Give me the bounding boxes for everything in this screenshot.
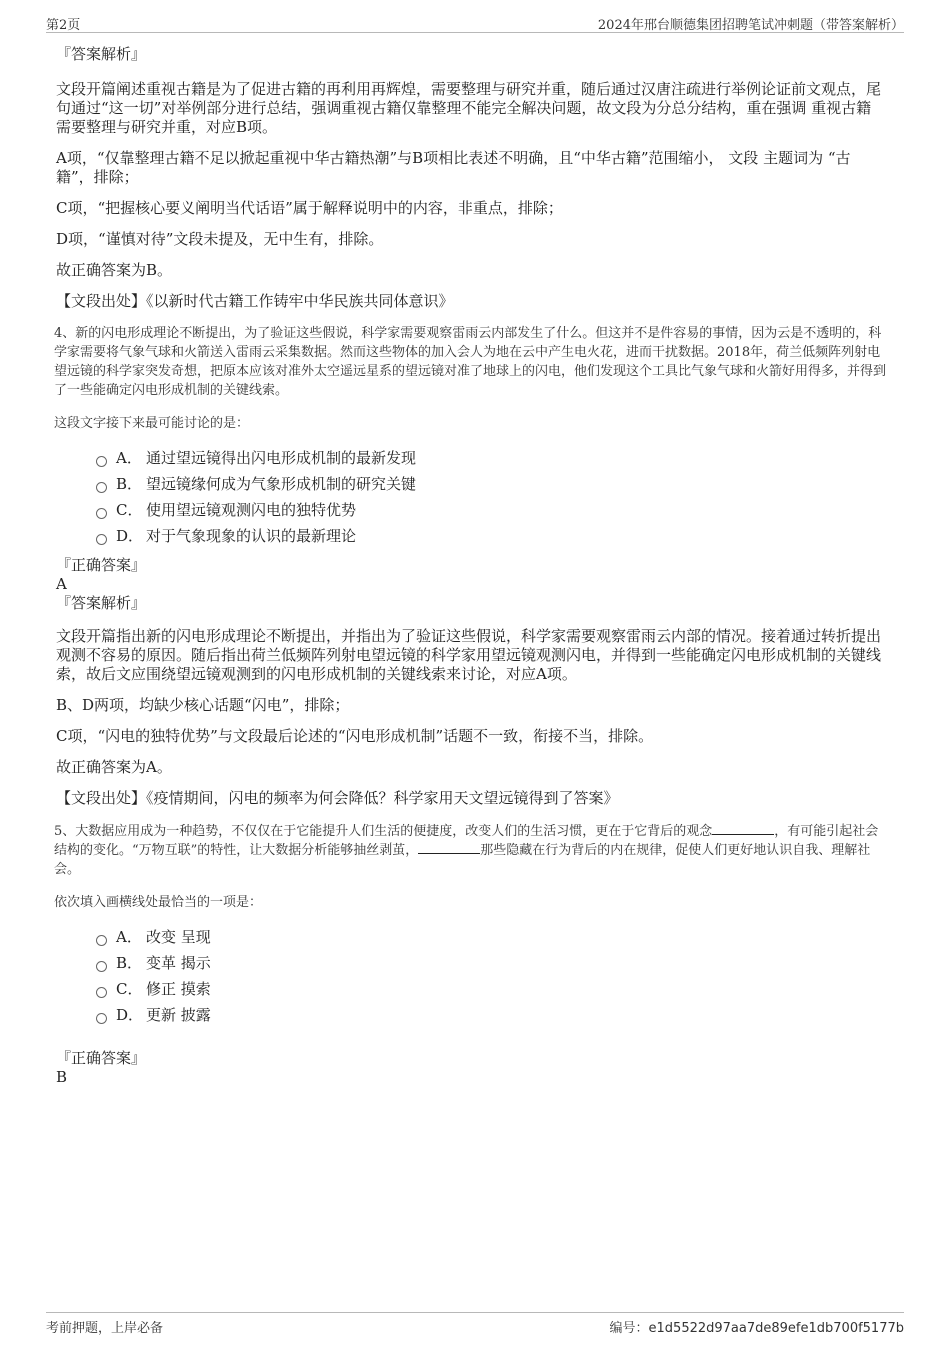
q4-analysis-p4: 故正确答案为A。 — [56, 758, 172, 776]
q4-analysis-p1: 文段开篇指出新的闪电形成理论不断提出，并指出为了验证这些假说，科学家需要观察雷雨云内部的情况。接着通过转折提出观测不容易的原因。随后指出荷兰低频阵列射电望远镜的科学家用望远镜观测闪电，并得到一些能确定闪电形成机制的关键线索，故后文应围绕望远镜观测到的闪电形成机制的关键线索来讨论，对应A项。 — [56, 627, 882, 683]
document-title: 2024年邢台顺德集团招聘笔试冲刺题（带答案解析） — [597, 18, 904, 33]
radio-icon[interactable] — [96, 534, 107, 545]
q4-source: 【文段出处】《疫情期间，闪电的频率为何会降低？科学家用天文望远镜得到了答案》 — [56, 789, 619, 807]
footer-slogan: 考前押题，上岸必备 — [46, 1321, 164, 1336]
q4-answer-label: 『正确答案』 — [56, 556, 147, 574]
q4-options — [96, 445, 886, 549]
q5-option-a[interactable]: A． 改变 呈现 — [96, 924, 886, 950]
q3-analysis-p1: 文段开篇阐述重视古籍是为了促进古籍的再利用再辉煌，需要整理与研究并重，随后通过汉唐注疏进行举例论证前文观点，尾句通过“这一切”对举例部分进行总结，强调重视古籍仅靠整理不能完全解决问题，故文段为分总分结构，重在强调 重视古籍 需要整理与研究并重，对应B项。 — [56, 80, 882, 136]
q3-analysis-label: 『答案解析』 — [56, 45, 147, 63]
q4-option-a[interactable]: A． 通过望远镜得出闪电形成机制的最新发现 — [96, 445, 886, 471]
q4-option-d[interactable]: D． 对于气象现象的认识的最新理论 — [96, 523, 886, 549]
q4-option-c[interactable]: C． 使用望远镜观测闪电的独特优势 — [96, 497, 886, 523]
blank-line — [418, 841, 480, 854]
page-number: 第2页 — [46, 18, 81, 33]
q4-answer: A — [56, 575, 67, 593]
page-header — [46, 12, 904, 33]
q4-analysis-p2: B、D两项，均缺少核心话题“闪电”，排除； — [56, 696, 350, 714]
q5-options — [96, 924, 886, 1028]
q4-option-b[interactable]: B． 望远镜缘何成为气象形成机制的研究关键 — [96, 471, 886, 497]
q3-analysis-p4: D项，“谨慎对待”文段未提及，无中生有，排除。 — [56, 230, 384, 248]
page-footer — [46, 1312, 904, 1335]
q5-option-c[interactable]: C． 修正 摸索 — [96, 976, 886, 1002]
document-serial: 编号：e1d5522d97aa7de89efe1db700f5177b — [609, 1321, 904, 1336]
q5-answer: B — [56, 1068, 68, 1086]
q4-analysis-p3: C项，“闪电的独特优势”与文段最后论述的“闪电形成机制”话题不一致，衔接不当，排除。 — [56, 727, 654, 745]
q4-prompt: 这段文字接下来最可能讨论的是： — [54, 416, 250, 431]
radio-icon[interactable] — [96, 508, 107, 519]
radio-icon[interactable] — [96, 456, 107, 467]
radio-icon[interactable] — [96, 935, 107, 946]
q5-option-d[interactable]: D． 更新 披露 — [96, 1002, 886, 1028]
blank-line — [712, 822, 774, 835]
q4-stem: 4、新的闪电形成理论不断提出，为了验证这些假说，科学家需要观察雷雨云内部发生了什么。但这并不是件容易的事情，因为云是不透明的，科学家需要将气象气球和火箭送入雷雨云采集数据。然而这些物体的加入会人为地在云中产生电火花，进而干扰数据。2018年，荷兰低频阵列射电望远镜的科学家突发奇想，把原本应该对准外太空遥远星系的望远镜对准了地球上的闪电，他们发现这个工具比气象气球和火箭好用得多，并得到了一些能确定闪电形成机制的关键线索。 — [54, 326, 887, 398]
q5-stem: 5、大数据应用成为一种趋势，不仅仅在于它能提升人们生活的便捷度，改变人们的生活习惯，更在于它背后的观念 ，有可能引起社会结构的变化。“万物互联”的特性，让大数据分析能够抽丝剥茧， 那些隐藏在行为背后的内在规律，促使人们更好地认识自我、理解社会。 — [54, 824, 879, 877]
radio-icon[interactable] — [96, 987, 107, 998]
q5-prompt: 依次填入画横线处最恰当的一项是： — [54, 895, 263, 910]
q3-analysis-p5: 故正确答案为B。 — [56, 261, 173, 279]
radio-icon[interactable] — [96, 961, 107, 972]
radio-icon[interactable] — [96, 1013, 107, 1024]
q3-analysis-p2: A项，“仅靠整理古籍不足以掀起重视中华古籍热潮”与B项相比表述不明确，且“中华古籍”范围缩小， 文段 主题词为 “古籍”，排除； — [56, 149, 851, 186]
q4-analysis-label: 『答案解析』 — [56, 594, 147, 612]
q5-option-b[interactable]: B． 变革 揭示 — [96, 950, 886, 976]
q3-source: 【文段出处】《以新时代古籍工作铸牢中华民族共同体意识》 — [56, 292, 454, 310]
radio-icon[interactable] — [96, 482, 107, 493]
q5-answer-label: 『正确答案』 — [56, 1049, 147, 1067]
q3-analysis-p3: C项，“把握核心要义阐明当代话语”属于解释说明中的内容，非重点，排除； — [56, 199, 563, 217]
document-body — [56, 44, 886, 1086]
